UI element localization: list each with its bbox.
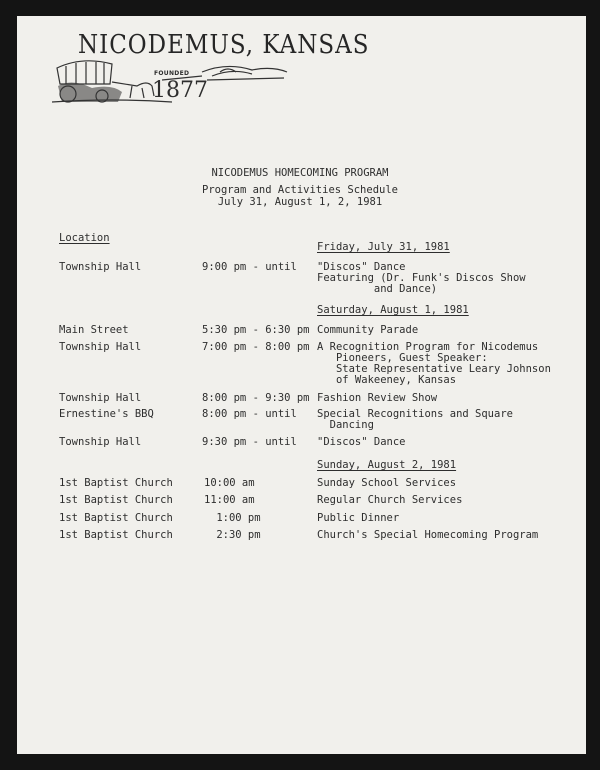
row-location: Ernestine's BBQ [59,408,154,420]
row-location: Main Street [59,324,129,336]
row-time: 8:00 pm - 9:30 pm [202,392,310,404]
row-time: 10:00 am [204,477,255,489]
row-time: 9:00 pm - until [202,261,297,273]
row-event-line: Sunday School Services [317,477,457,489]
row-location: 1st Baptist Church [59,494,173,506]
row-event-line: A Recognition Program for Nicodemus [317,341,539,353]
row-location: Township Hall [59,436,142,448]
row-event-line: Church's Special Homecoming Program [317,529,539,541]
row-location: 1st Baptist Church [59,477,173,489]
row-time: 2:30 pm [210,529,261,541]
day-heading-saturday: Saturday, August 1, 1981 [317,304,469,316]
row-location: Township Hall [59,341,142,353]
row-event-line: Pioneers, Guest Speaker: [317,352,488,364]
row-time: 9:30 pm - until [202,436,297,448]
row-time: 1:00 pm [210,512,261,524]
row-time: 7:00 pm - 8:00 pm [202,341,310,353]
program-dates: July 31, August 1, 2, 1981 [217,196,383,208]
location-header: Location [59,232,110,244]
row-event-line: Community Parade [317,324,419,336]
row-location: 1st Baptist Church [59,529,173,541]
day-heading-friday: Friday, July 31, 1981 [317,241,450,253]
row-event-line: of Wakeeney, Kansas [317,374,457,386]
row-event-line: Special Recognitions and Square [317,408,513,420]
row-event-line: Featuring (Dr. Funk's Discos Show [317,272,526,284]
row-event-line: State Representative Leary Johnson [317,363,551,375]
program-title: NICODEMUS HOMECOMING PROGRAM [211,167,389,179]
row-time: 11:00 am [204,494,255,506]
row-time: 8:00 pm - until [202,408,297,420]
row-event-line: and Dance) [317,283,438,295]
row-time: 5:30 pm - 6:30 pm [202,324,310,336]
row-event-line: "Discos" Dance [317,436,406,448]
row-location: Township Hall [59,261,142,273]
row-event-line: Public Dinner [317,512,400,524]
founded-year: 1877 [152,78,208,103]
day-heading-sunday: Sunday, August 2, 1981 [317,459,457,471]
program-subtitle: Program and Activities Schedule [202,184,398,196]
row-event-line: Fashion Review Show [317,392,438,404]
row-event-line: Dancing [317,419,374,431]
row-event-line: "Discos" Dance [317,261,406,273]
document-page [17,16,586,754]
letterhead-title: NICODEMUS, KANSAS [78,30,370,60]
row-location: 1st Baptist Church [59,512,173,524]
founded-label: FOUNDED [154,70,190,77]
row-location: Township Hall [59,392,142,404]
row-event-line: Regular Church Services [317,494,463,506]
